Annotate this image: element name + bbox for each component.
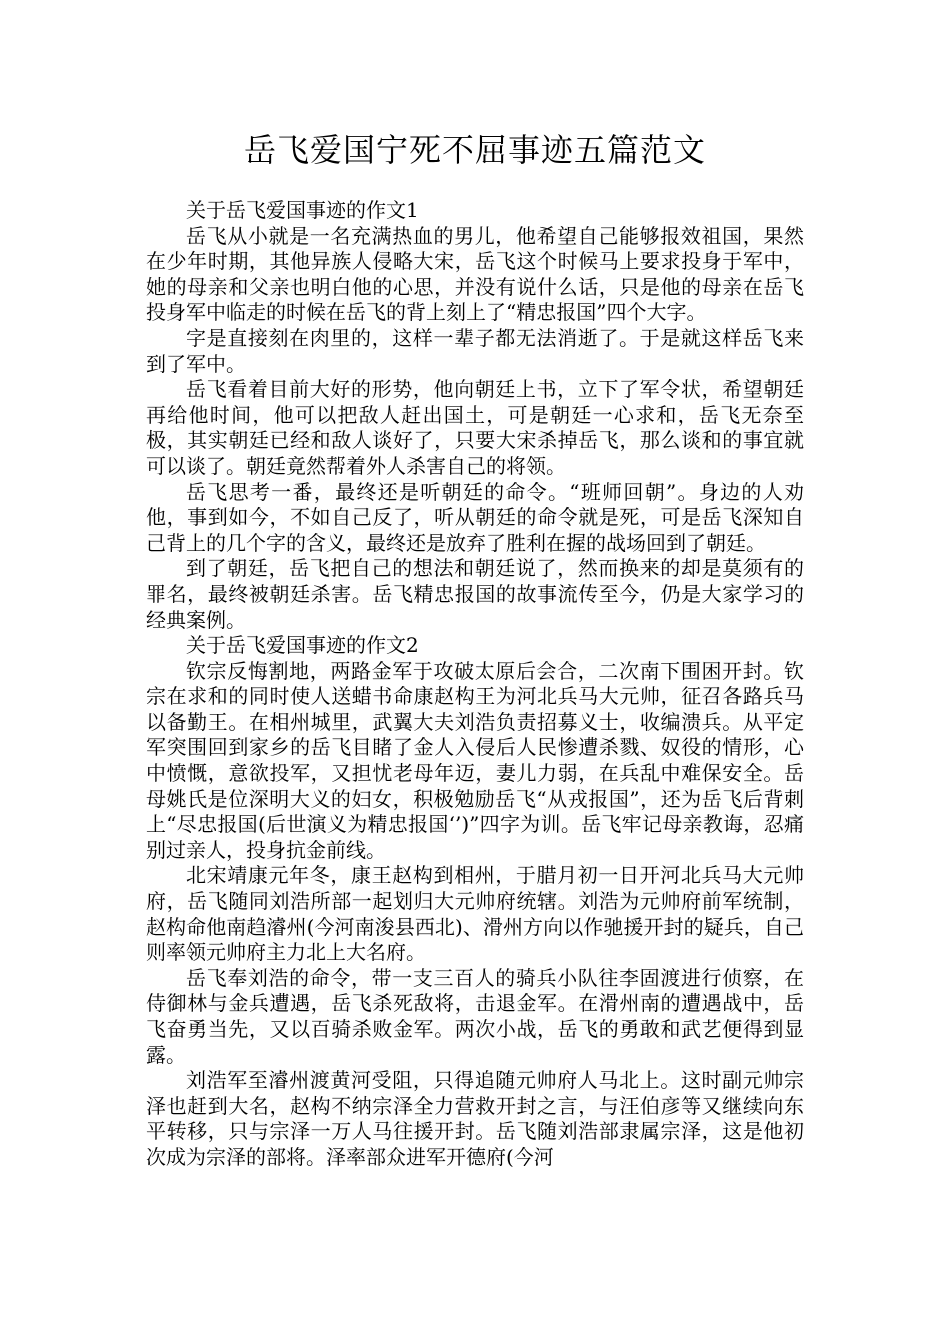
paragraph: 到了朝廷，岳飞把自己的想法和朝廷说了，然而换来的却是莫须有的罪名，最终被朝廷杀害。岳飞精忠报国的故事流传至今，仍是大家学习的经典案例。	[146, 556, 804, 632]
paragraph: 岳飞奉刘浩的命令，带一支三百人的骑兵小队往李固渡进行侦察，在侍御林与金兵遭遇，岳飞杀死敌将，击退金军。在滑州南的遭遇战中，岳飞奋勇当先，又以百骑杀败金军。两次小战，岳飞的勇敢和武艺便得到显露。	[146, 965, 804, 1067]
paragraph: 钦宗反悔割地，两路金军于攻破太原后会合，二次南下围困开封。钦宗在求和的同时使人送蜡书命康赵构王为河北兵马大元帅，征召各路兵马以备勤王。在相州城里，武翼大夫刘浩负责招募义士，收编溃兵。从平定军突围回到家乡的岳飞目睹了金人入侵后人民惨遭杀戮、奴役的情形，心中愤慨，意欲投军，又担忧老母年迈，妻儿力弱，在兵乱中难保安全。岳母姚氏是位深明大义的妇女，积极勉励岳飞“从戎报国”，还为岳飞后背刺上“尽忠报国(后世演义为精忠报国‘’)”四字为训。岳飞牢记母亲教诲，忍痛别过亲人，投身抗金前线。	[146, 658, 804, 862]
paragraph: 北宋靖康元年冬，康王赵构到相州，于腊月初一日开河北兵马大元帅府，岳飞随同刘浩所部一起划归大元帅府统辖。刘浩为元帅府前军统制，赵构命他南趋濬州(今河南浚县西北)、滑州方向以作驰援开封的疑兵，自己则率领元帅府主力北上大名府。	[146, 863, 804, 965]
paragraph: 岳飞思考一番，最终还是听朝廷的命令。“班师回朝”。身边的人劝他，事到如今，不如自己反了，听从朝廷的命令就是死，可是岳飞深知自己背上的几个字的含义，最终还是放弃了胜利在握的战场回到了朝廷。	[146, 479, 804, 555]
document-body	[146, 198, 804, 1171]
paragraph: 字是直接刻在肉里的，这样一辈子都无法消逝了。于是就这样岳飞来到了军中。	[146, 325, 804, 376]
paragraph: 岳飞从小就是一名充满热血的男儿，他希望自己能够报效祖国，果然在少年时期，其他异族人侵略大宋，岳飞这个时候马上要求投身于军中，她的母亲和父亲也明白他的心思，并没有说什么话，只是他的母亲在岳飞投身军中临走的时候在岳飞的背上刻上了“精忠报国”四个大字。	[146, 223, 804, 325]
document-title: 岳飞爱国宁死不屈事迹五篇范文	[243, 131, 706, 169]
section-heading-1: 关于岳飞爱国事迹的作文1	[186, 198, 419, 222]
paragraph: 岳飞看着目前大好的形势，他向朝廷上书，立下了军令状，希望朝廷再给他时间，他可以把敌人赶出国土，可是朝廷一心求和，岳飞无奈至极，其实朝廷已经和敌人谈好了，只要大宋杀掉岳飞，那么谈和的事宜就可以谈了。朝廷竟然帮着外人杀害自己的将领。	[146, 377, 804, 478]
paragraph: 刘浩军至濬州渡黄河受阻，只得追随元帅府人马北上。这时副元帅宗泽也赶到大名，赵构不纳宗泽全力营救开封之言，与汪伯彦等又继续向东平转移，只与宗泽一万人马往援开封。岳飞随刘浩部隶属宗泽，这是他初次成为宗泽的部将。泽率部众进军开德府(今河	[146, 1068, 804, 1169]
section-heading-2: 关于岳飞爱国事迹的作文2	[186, 633, 419, 658]
